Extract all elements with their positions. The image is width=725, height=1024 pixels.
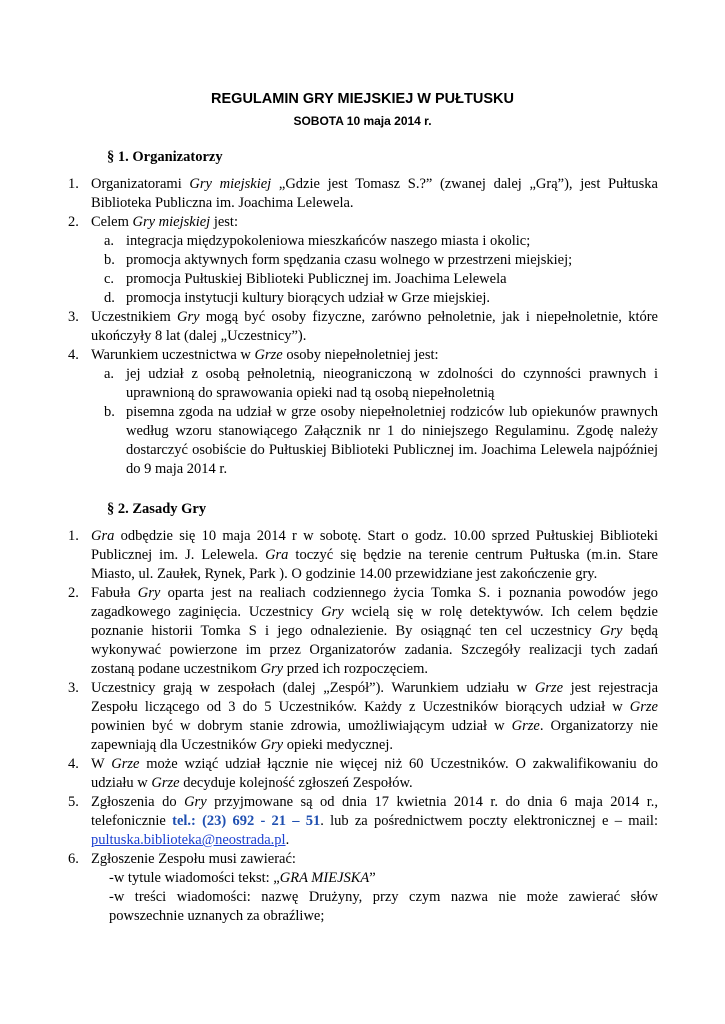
section-1-list [68,175,658,479]
sub-list-item: b. promocja aktywnych form spędzania czasu wolnego w przestrzeni miejskiej; [104,252,573,268]
list-item: 1. Organizatorami Gry miejskiej „Gdzie jest Tomasz S.?” (zwanej dalej „Grą”), jest Pułtuska Biblioteka Publiczna im. Joachima Lelewela. [68,176,658,211]
section-2-heading: § 2. Zasady Gry [107,501,207,517]
list-item: 6. Zgłoszenie Zespołu musi zawierać: -w tytule wiadomości tekst: „GRA MIEJSKA” -w treści wiadomości: nazwę Drużyny, przy czym nazwa nie może zawierać słów powszechnie uznanych za obraźliwe; [68,851,658,924]
phone-number: tel.: (23) 692 - 21 – 51 [172,813,321,829]
list-item: 3. Uczestnikiem Gry mogą być osoby fizyczne, zarówno pełnoletnie, jak i niepełnoletnie, które ukończyły 8 lat (dalej „Uczestnicy”). [68,309,658,344]
list-item: 4. W Grze może wziąć udział łącznie nie więcej niż 60 Uczestników. O zakwalifikowaniu do udziału w Grze decyduje kolejność zgłoszeń Zespołów. [68,756,658,791]
document-title: REGULAMIN GRY MIEJSKIEJ W PUŁTUSKU [211,91,514,107]
sub-list [91,232,658,308]
list-line: -w tytule wiadomości tekst: „GRA MIEJSKA” [109,870,376,886]
list-item: 2. Fabuła Gry oparta jest na realiach codziennego życia Tomka S. i poznania powodów jego zagadkowego zaginięcia. Uczestnicy Gry wcielą się w rolę detektywów. Ich celem będzie poznanie historii Tomka S i jego odnalezienie. By osiągnąć ten cel uczestnicy Gry będą wykonywać powierzone im przez Organizatorów zadania. Szczegóły realizacji tych zadań zostaną podane uczestnikom Gry przed ich rozpoczęciem. [68,585,659,677]
document-subtitle: SOBOTA 10 maja 2014 r. [293,114,432,128]
list-item: 5. Zgłoszenia do Gry przyjmowane są od dnia 17 kwietnia 2014 r. do dnia 6 maja 2014 r., telefonicznie tel.: (23) 692 - 21 – 51. lub za pośrednictwem poczty elektronicznej e – mail: pultuska.biblioteka@neostrada.pl. [68,794,658,848]
email-link[interactable]: pultuska.biblioteka@neostrada.pl [91,832,286,848]
sub-list [91,365,658,479]
sub-list-item: a. jej udział z osobą pełnoletnią, nieograniczoną w zdolności do czynności prawnych i uprawnioną do sprawowania opieki nad tą osobą niepełnoletnią [104,366,658,401]
sub-list-item: c. promocja Pułtuskiej Biblioteki Publicznej im. Joachima Lelewela [104,271,507,287]
sub-list-item: b. pisemna zgoda na udział w grze osoby niepełnoletniej rodziców lub opiekunów prawnych według wzoru stanowiącego Załącznik nr 1 do niniejszego Regulaminu. Zgodę należy dostarczyć osobiście do Pułtuskiej Biblioteki Publicznej im. Joachima Lelewela najpóźniej do 9 maja 2014 r. [104,404,658,477]
list-line: -w treści wiadomości: nazwę Drużyny, przy czym nazwa nie może zawierać słów powszechnie uznanych za obraźliwe; [109,889,658,924]
list-item: 1. Gra odbędzie się 10 maja 2014 r w sobotę. Start o godz. 10.00 sprzed Pułtuskiej Biblioteki Publicznej im. J. Lelewela. Gra toczyć się będzie na terenie centrum Pułtuska (m.in. Stare Miasto, ul. Zaułek, Rynek, Park ). O godzinie 14.00 przewidziane jest zakończenie gry. [68,528,658,582]
list-item: 2. Celem Gry miejskiej jest: a. integracja międzypokoleniowa mieszkańców naszego miasta i okolic; b. promocja aktywnych form spędzania czasu wolnego w przestrzeni miejskiej; c. promocja Pułtuskiej Biblioteki Publicznej im. Joachima Lelewela d. promocja instytucji kultury biorących udział w Grze miejskiej. [68,213,658,308]
section-1-heading: § 1. Organizatorzy [107,149,223,165]
section-2-list [68,527,658,926]
sub-list-item: d. promocja instytucji kultury biorących udział w Grze miejskiej. [104,290,491,306]
sub-list-item: a. integracja międzypokoleniowa mieszkańców naszego miasta i okolic; [104,233,531,249]
list-item: 3. Uczestnicy grają w zespołach (dalej „Zespół”). Warunkiem udziału w Grze jest rejestracja Zespołu liczącego od 3 do 5 Uczestników. Każdy z Uczestników biorących udział w Grze powinien być w dobrym stanie zdrowia, umożliwiającym udział w Grze. Organizatorzy nie zapewniają dla Uczestników Gry opieki medycznej. [68,680,659,753]
list-item: 4. Warunkiem uczestnictwa w Grze osoby niepełnoletniej jest: a. jej udział z osobą pełnoletnią, nieograniczoną w zdolności do czynności prawnych i uprawnioną do sprawowania opieki nad tą osobą niepełnoletnią b. pisemna zgoda na udział w grze osoby niepełnoletniej rodziców lub opiekunów prawnych według wzoru stanowiącego Załącznik nr 1 do niniejszego Regulaminu. Zgodę należy dostarczyć osobiście do Pułtuskiej Biblioteki Publicznej im. Joachima Lelewela najpóźniej do 9 maja 2014 r. [68,347,658,477]
